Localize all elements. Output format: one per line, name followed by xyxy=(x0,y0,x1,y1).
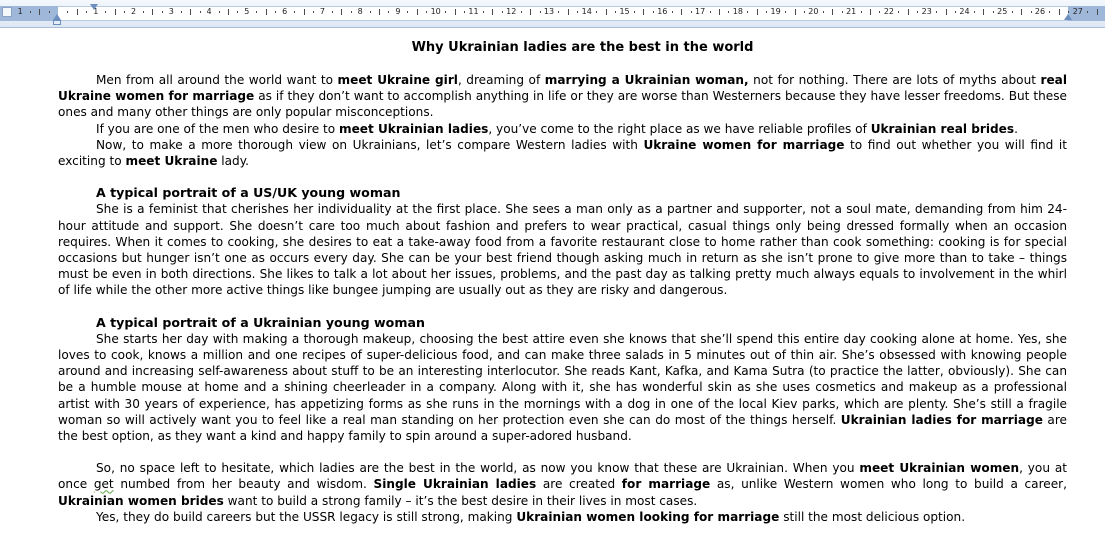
bold-run: Ukrainian women looking for marriage xyxy=(516,509,780,524)
ruler-tick xyxy=(804,11,805,13)
ruler-number: 25 xyxy=(997,7,1008,16)
ruler-tick xyxy=(861,11,862,13)
bold-run: marrying a Ukrainian woman, xyxy=(544,73,749,87)
ruler-tick xyxy=(30,11,31,13)
left-indent-marker[interactable] xyxy=(53,20,61,25)
blank-line xyxy=(58,444,1067,460)
ruler-number: 8 xyxy=(357,7,363,16)
ruler-number: 17 xyxy=(694,7,706,16)
ruler-number: 15 xyxy=(619,7,630,16)
text-run: So, no space left to hesitate, which ladies are the best in the world, as now you know that these are Ukrainian. When you xyxy=(96,461,860,476)
ruler-tick xyxy=(304,9,305,15)
ruler-tick xyxy=(1012,11,1013,13)
bold-run: meet Ukraine xyxy=(125,154,218,169)
ruler-tick xyxy=(681,9,682,15)
ruler-tick xyxy=(974,11,975,13)
ruler-number: 5 xyxy=(244,7,250,16)
ruler-tick xyxy=(379,9,380,15)
ruler-number: 4 xyxy=(206,7,212,16)
ruler-tick xyxy=(691,11,692,13)
right-indent-marker[interactable] xyxy=(1064,14,1072,20)
ruler-number: 11 xyxy=(468,7,479,16)
ruler-tick xyxy=(1031,11,1032,13)
ruler-tick xyxy=(1097,9,1098,15)
ruler-tick xyxy=(643,9,644,15)
ruler-tick xyxy=(879,11,880,13)
ruler-tick xyxy=(936,11,937,13)
ruler-tick xyxy=(1021,9,1022,15)
ruler-number: 13 xyxy=(543,7,555,16)
ruler-number: 20 xyxy=(808,7,819,16)
ruler-number: 1 xyxy=(93,7,99,16)
ruler-tick xyxy=(955,11,956,13)
ruler-tick xyxy=(388,11,389,13)
ruler-tick xyxy=(766,11,767,13)
text-run: , you at once xyxy=(58,461,1067,492)
ruler-tick xyxy=(228,9,229,15)
ruler-tick xyxy=(785,11,786,13)
ruler-number: 7 xyxy=(319,7,325,16)
bold-run: Single Ukrainian ladies xyxy=(373,477,537,492)
ruler-number: 18 xyxy=(732,7,743,16)
ruler-tick xyxy=(332,11,333,13)
bold-run: real Ukraine women for marriage xyxy=(58,73,1067,104)
ruler-tick xyxy=(294,11,295,13)
text-run: If you are one of the men who desire to xyxy=(96,121,339,136)
ruler-tick xyxy=(672,11,673,13)
ruler-tick xyxy=(653,11,654,13)
document-page[interactable] xyxy=(58,40,1067,525)
ruler-tick xyxy=(898,11,899,13)
ruler-tick xyxy=(49,11,50,13)
ruler-tick xyxy=(407,11,408,13)
ruler-tick xyxy=(521,11,522,13)
text-run: are created xyxy=(536,477,622,492)
ruler-tick xyxy=(747,11,748,13)
ruler-tick xyxy=(445,11,446,13)
conclusion-paragraph-2 xyxy=(58,509,1067,525)
text-run: lady. xyxy=(217,154,249,169)
ruler-number: 26 xyxy=(1034,7,1046,16)
ruler-tick xyxy=(577,11,578,13)
ruler-tick xyxy=(237,11,238,13)
text-run: to find out whether you will find it exciting to xyxy=(58,137,1067,169)
ruler-tick xyxy=(795,9,796,15)
ruler-tick xyxy=(728,11,729,13)
ruler-tick xyxy=(370,11,371,13)
intro-paragraph-1 xyxy=(58,72,1067,121)
bold-run: meet Ukrainian ladies xyxy=(338,121,489,136)
ruler-tick xyxy=(1059,9,1060,15)
conclusion-paragraph-1 xyxy=(58,460,1067,509)
ruler-number: 19 xyxy=(770,7,781,16)
ruler-tick xyxy=(275,11,276,13)
ruler-tick xyxy=(1087,11,1088,13)
text-run: Yes, they do build careers but the USSR legacy is still strong, making xyxy=(96,509,517,524)
intro-paragraph-2 xyxy=(58,121,1067,137)
ruler-tick xyxy=(162,11,163,13)
bold-run: Ukrainian women brides xyxy=(58,493,224,508)
ruler-tick xyxy=(634,11,635,13)
ruler-tick xyxy=(946,9,947,15)
ruler-tick xyxy=(993,11,994,13)
grammar-flagged-word[interactable]: get xyxy=(93,477,114,492)
ruler-number: 1 xyxy=(17,7,23,16)
ruler-tick xyxy=(908,9,909,15)
section-heading-us-uk: A typical portrait of a US/UK young woman xyxy=(96,185,401,201)
text-run: . xyxy=(1014,121,1018,136)
ruler-tick xyxy=(917,11,918,13)
text-run: numbed from her beauty and wisdom. xyxy=(113,477,374,492)
ruler-tick xyxy=(823,11,824,13)
text-run: still the most delicious option. xyxy=(779,509,966,524)
document-title: Why Ukrainian ladies are the best in the world xyxy=(411,40,754,55)
bold-run: meet Ukrainian women xyxy=(859,461,1020,476)
text-run: as if they don’t want to accomplish anything in life or they are worse than Westerners because they have lesser freedoms. But these ones and many other things are only popular misconceptions. xyxy=(58,89,1067,120)
ruler-number: 23 xyxy=(921,7,932,16)
horizontal-ruler[interactable] xyxy=(0,0,1105,28)
ruler-tick xyxy=(558,11,559,13)
ruler-number: 24 xyxy=(959,7,970,16)
ruler-tick xyxy=(502,11,503,13)
ruler-tick xyxy=(152,9,153,15)
ruler-tick xyxy=(492,9,493,15)
ruler-tick xyxy=(115,9,116,15)
ruler-tick xyxy=(530,9,531,15)
ruler-tick xyxy=(483,11,484,13)
ruler-tick xyxy=(86,11,87,13)
blank-line xyxy=(58,299,1067,315)
ruler-tick xyxy=(757,9,758,15)
ruler-tick xyxy=(842,11,843,13)
ruler-tick xyxy=(67,11,68,13)
ruler-tick xyxy=(606,9,607,15)
text-run: She starts her day with making a thorough makeup, choosing the best attire even she knows that she’ll spend this entire day cooking alone at home. Yes, she loves to cook, knows a million and one recipes of super-delicious food, and can make three salads in 5 minutes out of thin air. She’s obsessed with knowing people around and increasing self-awareness about stuff to be an interesting interlocutor. She reads Kant, Kafka, and Kama Sutra (to practice the latter, obviously). She can be a humble mouse at home and a shining cheerleader in a company. Along with it, she has wonderful skin as she uses cosmetics and makeup as a professional artist with 30 years of experience, has appetizing forms as she runs in the mornings with a dog in one of the local Kiev parks, which are plenty. She’s still a fragile woman so will actively want you to feel like a real man standing on her protection even she can do most of the things herself. xyxy=(58,331,1067,427)
ruler-tick xyxy=(219,11,220,13)
ruler-tick xyxy=(540,11,541,13)
bold-run: Ukrainian real brides xyxy=(870,121,1015,136)
ruler-tick xyxy=(615,11,616,13)
ruler-number: 12 xyxy=(506,7,517,16)
ruler-tick xyxy=(200,11,201,13)
ruler-number: 27 xyxy=(1072,7,1083,16)
ruler-number: 2 xyxy=(130,7,137,16)
ruler-tick xyxy=(77,9,78,15)
ruler-tick xyxy=(105,11,106,13)
ruler-tick xyxy=(143,11,144,13)
section-heading-ukrainian: A typical portrait of a Ukrainian young woman xyxy=(96,314,425,330)
text-run: , you’ve come to the right place as we have reliable profiles of xyxy=(488,121,871,136)
ruler-tick xyxy=(568,9,569,15)
bold-run: meet Ukraine girl xyxy=(337,73,458,87)
ruler-number: 6 xyxy=(282,7,288,16)
ruler-tick xyxy=(256,11,257,13)
ruler-tick xyxy=(870,9,871,15)
ruler-tick xyxy=(313,11,314,13)
ruler-number: 9 xyxy=(395,7,401,16)
bold-run: Ukrainian ladies for marriage xyxy=(840,412,1043,427)
ruler-tick xyxy=(190,9,191,15)
ruler-tick xyxy=(124,11,125,13)
text-run: not for nothing. There are lots of myths about xyxy=(748,73,1041,87)
ruler-tick xyxy=(266,9,267,15)
ruler-tick xyxy=(1068,11,1069,13)
ruler-tick xyxy=(983,9,984,15)
ruler-tick xyxy=(464,11,465,13)
ruler-number: 14 xyxy=(581,7,592,16)
ruler-number: 16 xyxy=(657,7,668,16)
ruler-number: 10 xyxy=(430,7,441,16)
ruler-tick xyxy=(417,9,418,15)
bold-run: Ukraine women for marriage xyxy=(643,137,845,152)
text-run: Men from all around the world want to xyxy=(96,73,338,87)
ruler-tick xyxy=(455,9,456,15)
ruler-number: 22 xyxy=(883,7,895,16)
section-body-us-uk: She is a feminist that cherishes her individuality at the first place. She sees a man only as a partner and supporter, not a soul mate, demanding from him 24-hour attitude and support. She doesn’t care too much about fashion and prefers to wear practical, casual things only being dressed formally when an occasion requires. When it comes to cooking, she desires to eat a take-away food from a favorite restaurant close to home rather than cook something: cooking is for special occasions but hunger isn’t one as occurs every day. She can be your best friend though asking much in return as she isn’t prone to give more than to take – things must be even in both directions. She likes to talk a lot about her issues, problems, and the past day as talking pretty much always equals to involvement in the whirl of life while the other more active things like bungee jumping are usually out as they are risky and dangerous. xyxy=(58,202,1067,298)
ruler-tick xyxy=(39,9,40,15)
ruler-tick xyxy=(1049,11,1050,13)
section-body-ukrainian xyxy=(58,331,1067,444)
ruler-number: 3 xyxy=(168,7,174,16)
intro-paragraph-3 xyxy=(58,137,1067,169)
blank-line xyxy=(58,169,1067,185)
text-run: are the best option, as they want a kind and happy family to spin around a super-adored husband. xyxy=(58,412,1067,444)
text-run: want to build a strong family – it’s the best desire in their lives in most cases. xyxy=(223,493,698,508)
text-run: Now, to make a more thorough view on Ukrainians, let’s compare Western ladies with xyxy=(96,137,644,152)
ruler-tick xyxy=(341,9,342,15)
ruler-tick xyxy=(351,11,352,13)
ruler-tick xyxy=(832,9,833,15)
ruler-tick xyxy=(426,11,427,13)
text-run: , dreaming of xyxy=(457,73,545,87)
bold-run: for marriage xyxy=(621,477,711,492)
tab-selector[interactable] xyxy=(2,7,12,17)
ruler-tick xyxy=(596,11,597,13)
ruler-number: 21 xyxy=(846,7,857,16)
first-line-indent-marker[interactable] xyxy=(90,4,98,10)
ruler-tick xyxy=(710,11,711,13)
text-run: as, unlike Western women who long to build a career, xyxy=(710,477,1067,492)
ruler-tick xyxy=(181,11,182,13)
ruler-tick xyxy=(719,9,720,15)
